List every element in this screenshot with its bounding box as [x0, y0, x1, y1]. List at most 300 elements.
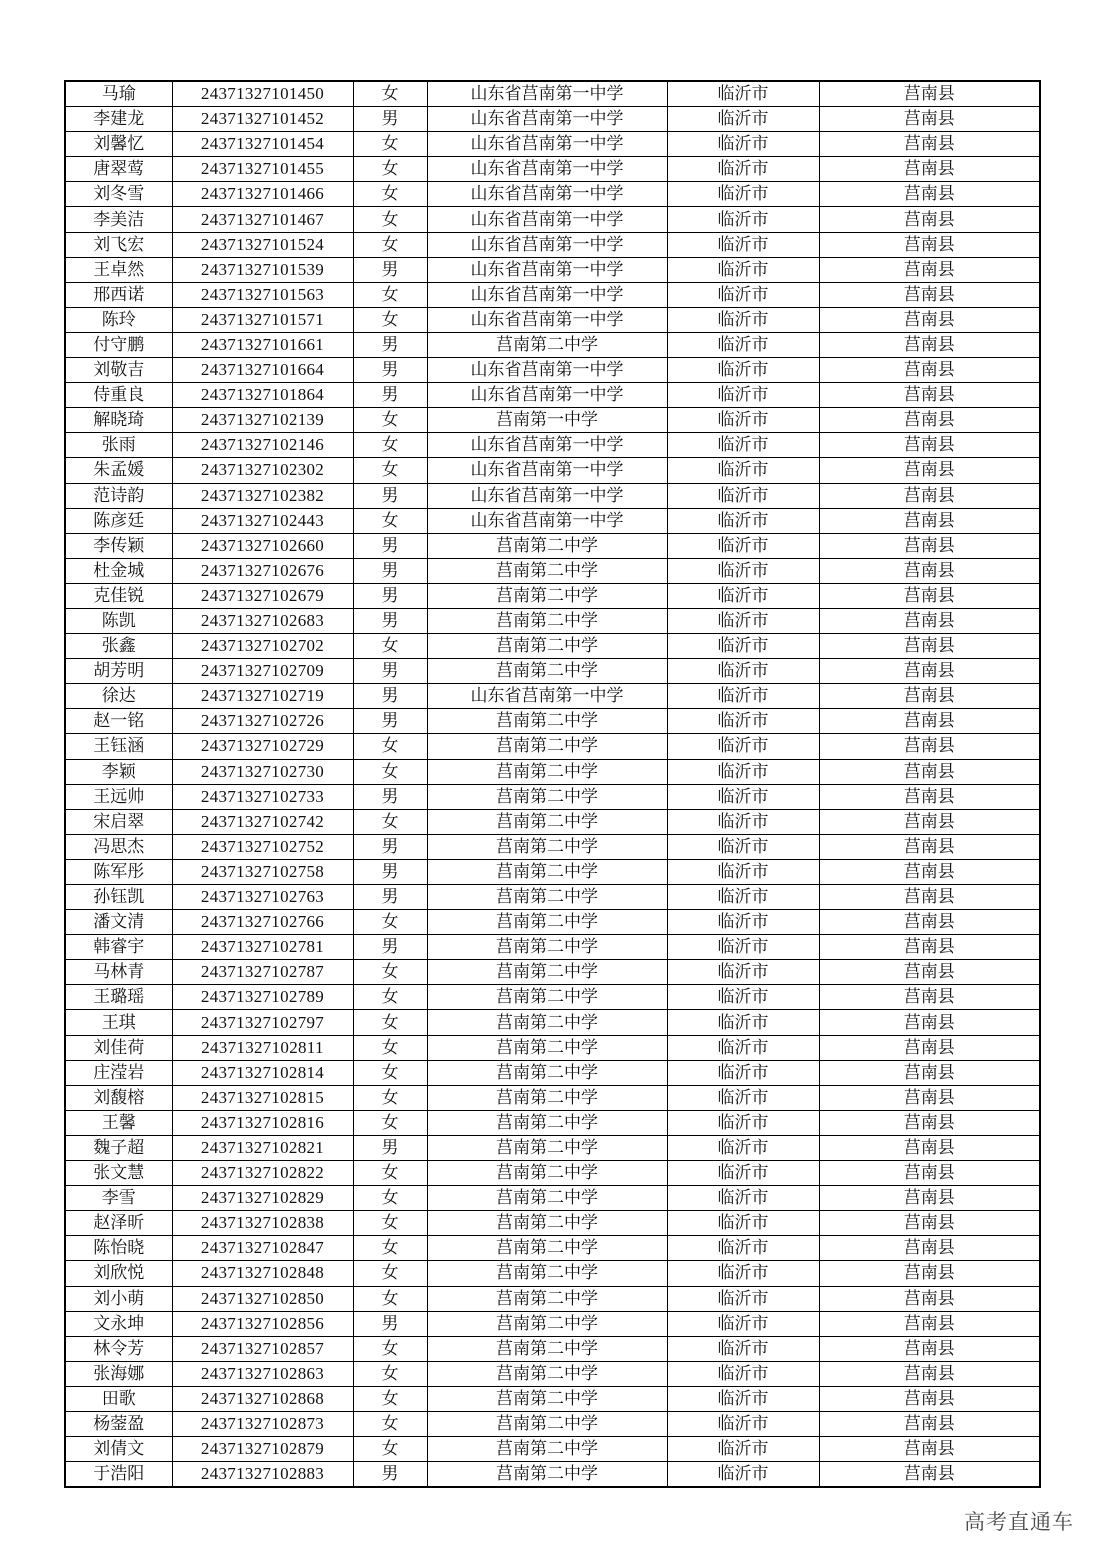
- table-row: [65, 1261, 1040, 1286]
- county-cell: 莒南县: [819, 1462, 1040, 1488]
- school-name-cell: 莒南第二中学: [427, 533, 667, 558]
- gender-cell: 男: [353, 834, 427, 859]
- student-name-cell: 陈彦廷: [65, 508, 172, 533]
- city-cell: 临沂市: [667, 659, 819, 684]
- exam-number-cell: 24371327102742: [172, 809, 353, 834]
- county-cell: 莒南县: [819, 1286, 1040, 1311]
- county-cell: 莒南县: [819, 684, 1040, 709]
- school-name-cell: 山东省莒南第一中学: [427, 358, 667, 383]
- city-cell: 临沂市: [667, 182, 819, 207]
- table-row: [65, 734, 1040, 759]
- student-name-cell: 冯思杰: [65, 834, 172, 859]
- city-cell: 临沂市: [667, 1437, 819, 1462]
- table-row: [65, 1110, 1040, 1135]
- city-cell: 临沂市: [667, 859, 819, 884]
- county-cell: 莒南县: [819, 709, 1040, 734]
- exam-number-cell: 24371327102815: [172, 1085, 353, 1110]
- school-name-cell: 莒南第二中学: [427, 634, 667, 659]
- gender-cell: 男: [353, 608, 427, 633]
- exam-number-cell: 24371327102873: [172, 1411, 353, 1436]
- table-row: [65, 809, 1040, 834]
- county-cell: 莒南县: [819, 1211, 1040, 1236]
- city-cell: 临沂市: [667, 1462, 819, 1488]
- school-name-cell: 莒南第二中学: [427, 1010, 667, 1035]
- county-cell: 莒南县: [819, 935, 1040, 960]
- county-cell: 莒南县: [819, 960, 1040, 985]
- exam-number-cell: 24371327102719: [172, 684, 353, 709]
- city-cell: 临沂市: [667, 709, 819, 734]
- city-cell: 临沂市: [667, 1361, 819, 1386]
- student-name-cell: 庄滢岩: [65, 1060, 172, 1085]
- table-row: [65, 759, 1040, 784]
- school-name-cell: 山东省莒南第一中学: [427, 684, 667, 709]
- exam-number-cell: 24371327102733: [172, 784, 353, 809]
- city-cell: 临沂市: [667, 1186, 819, 1211]
- exam-number-cell: 24371327101864: [172, 383, 353, 408]
- table-row: [65, 358, 1040, 383]
- county-cell: 莒南县: [819, 132, 1040, 157]
- student-name-cell: 潘文清: [65, 910, 172, 935]
- table-row: [65, 232, 1040, 257]
- student-name-cell: 邢西诺: [65, 282, 172, 307]
- county-cell: 莒南县: [819, 985, 1040, 1010]
- school-name-cell: 莒南第二中学: [427, 1110, 667, 1135]
- table-row: [65, 408, 1040, 433]
- exam-number-cell: 24371327102850: [172, 1286, 353, 1311]
- school-name-cell: 莒南第二中学: [427, 1211, 667, 1236]
- student-name-cell: 陈军彤: [65, 859, 172, 884]
- county-cell: 莒南县: [819, 1236, 1040, 1261]
- student-name-cell: 刘小萌: [65, 1286, 172, 1311]
- school-name-cell: 莒南第二中学: [427, 834, 667, 859]
- school-name-cell: 莒南第二中学: [427, 1437, 667, 1462]
- exam-number-cell: 24371327102811: [172, 1035, 353, 1060]
- student-name-cell: 刘飞宏: [65, 232, 172, 257]
- school-name-cell: 莒南第二中学: [427, 759, 667, 784]
- school-name-cell: 山东省莒南第一中学: [427, 132, 667, 157]
- city-cell: 临沂市: [667, 1386, 819, 1411]
- gender-cell: 女: [353, 232, 427, 257]
- school-name-cell: 莒南第二中学: [427, 1336, 667, 1361]
- table-row: [65, 960, 1040, 985]
- county-cell: 莒南县: [819, 458, 1040, 483]
- gender-cell: 女: [353, 307, 427, 332]
- gender-cell: 男: [353, 358, 427, 383]
- gender-cell: 女: [353, 1060, 427, 1085]
- school-name-cell: 莒南第二中学: [427, 935, 667, 960]
- county-cell: 莒南县: [819, 583, 1040, 608]
- school-name-cell: 山东省莒南第一中学: [427, 433, 667, 458]
- gender-cell: 女: [353, 1437, 427, 1462]
- city-cell: 临沂市: [667, 307, 819, 332]
- county-cell: 莒南县: [819, 257, 1040, 282]
- gender-cell: 女: [353, 1361, 427, 1386]
- table-row: [65, 533, 1040, 558]
- student-name-cell: 刘馨忆: [65, 132, 172, 157]
- city-cell: 临沂市: [667, 985, 819, 1010]
- city-cell: 临沂市: [667, 1161, 819, 1186]
- student-name-cell: 李建龙: [65, 107, 172, 132]
- school-name-cell: 山东省莒南第一中学: [427, 282, 667, 307]
- city-cell: 临沂市: [667, 332, 819, 357]
- table-row: [65, 634, 1040, 659]
- school-name-cell: 莒南第二中学: [427, 558, 667, 583]
- school-name-cell: 莒南第二中学: [427, 1361, 667, 1386]
- table-row: [65, 985, 1040, 1010]
- city-cell: 临沂市: [667, 834, 819, 859]
- city-cell: 临沂市: [667, 1236, 819, 1261]
- city-cell: 临沂市: [667, 1261, 819, 1286]
- student-name-cell: 刘欣悦: [65, 1261, 172, 1286]
- table-row: [65, 107, 1040, 132]
- school-name-cell: 山东省莒南第一中学: [427, 207, 667, 232]
- school-name-cell: 山东省莒南第一中学: [427, 107, 667, 132]
- city-cell: 临沂市: [667, 433, 819, 458]
- county-cell: 莒南县: [819, 608, 1040, 633]
- gender-cell: 男: [353, 107, 427, 132]
- city-cell: 临沂市: [667, 533, 819, 558]
- school-name-cell: 莒南第二中学: [427, 1311, 667, 1336]
- table-row: [65, 433, 1040, 458]
- gender-cell: 女: [353, 207, 427, 232]
- exam-number-cell: 24371327101664: [172, 358, 353, 383]
- table-row: [65, 1462, 1040, 1488]
- gender-cell: 女: [353, 1211, 427, 1236]
- county-cell: 莒南县: [819, 1437, 1040, 1462]
- gender-cell: 女: [353, 157, 427, 182]
- gender-cell: 男: [353, 684, 427, 709]
- county-cell: 莒南县: [819, 558, 1040, 583]
- table-row: [65, 684, 1040, 709]
- school-name-cell: 莒南第二中学: [427, 1411, 667, 1436]
- exam-number-cell: 24371327101452: [172, 107, 353, 132]
- gender-cell: 女: [353, 282, 427, 307]
- student-name-cell: 付守鹏: [65, 332, 172, 357]
- exam-number-cell: 24371327102857: [172, 1336, 353, 1361]
- city-cell: 临沂市: [667, 784, 819, 809]
- gender-cell: 女: [353, 508, 427, 533]
- student-name-cell: 李传颖: [65, 533, 172, 558]
- county-cell: 莒南县: [819, 634, 1040, 659]
- county-cell: 莒南县: [819, 834, 1040, 859]
- gender-cell: 女: [353, 132, 427, 157]
- gender-cell: 女: [353, 985, 427, 1010]
- table-row: [65, 1085, 1040, 1110]
- county-cell: 莒南县: [819, 1336, 1040, 1361]
- student-name-cell: 宋启翠: [65, 809, 172, 834]
- city-cell: 临沂市: [667, 132, 819, 157]
- table-row: [65, 182, 1040, 207]
- exam-number-cell: 24371327101466: [172, 182, 353, 207]
- exam-number-cell: 24371327102781: [172, 935, 353, 960]
- city-cell: 临沂市: [667, 107, 819, 132]
- exam-number-cell: 24371327102302: [172, 458, 353, 483]
- county-cell: 莒南县: [819, 1411, 1040, 1436]
- exam-number-cell: 24371327102758: [172, 859, 353, 884]
- table-row: [65, 483, 1040, 508]
- student-name-cell: 张海娜: [65, 1361, 172, 1386]
- student-name-cell: 陈玲: [65, 307, 172, 332]
- student-name-cell: 克佳锐: [65, 583, 172, 608]
- gender-cell: 女: [353, 458, 427, 483]
- school-name-cell: 莒南第二中学: [427, 332, 667, 357]
- student-name-cell: 王远帅: [65, 784, 172, 809]
- exam-number-cell: 24371327101455: [172, 157, 353, 182]
- school-name-cell: 莒南第二中学: [427, 1035, 667, 1060]
- city-cell: 临沂市: [667, 558, 819, 583]
- exam-number-cell: 24371327102883: [172, 1462, 353, 1488]
- exam-number-cell: 24371327102787: [172, 960, 353, 985]
- table-row: [65, 1161, 1040, 1186]
- table-row: [65, 1035, 1040, 1060]
- city-cell: 临沂市: [667, 608, 819, 633]
- table-row: [65, 458, 1040, 483]
- exam-number-cell: 24371327101571: [172, 307, 353, 332]
- table-row: [65, 558, 1040, 583]
- student-name-cell: 王馨: [65, 1110, 172, 1135]
- city-cell: 临沂市: [667, 1336, 819, 1361]
- county-cell: 莒南县: [819, 483, 1040, 508]
- table-row: [65, 1135, 1040, 1160]
- gender-cell: 男: [353, 859, 427, 884]
- table-row: [65, 81, 1040, 107]
- school-name-cell: 莒南第二中学: [427, 784, 667, 809]
- gender-cell: 男: [353, 659, 427, 684]
- county-cell: 莒南县: [819, 232, 1040, 257]
- exam-number-cell: 24371327102822: [172, 1161, 353, 1186]
- table-row: [65, 885, 1040, 910]
- table-row: [65, 1286, 1040, 1311]
- county-cell: 莒南县: [819, 107, 1040, 132]
- table-row: [65, 1236, 1040, 1261]
- county-cell: 莒南县: [819, 1386, 1040, 1411]
- gender-cell: 女: [353, 1010, 427, 1035]
- city-cell: 临沂市: [667, 458, 819, 483]
- city-cell: 临沂市: [667, 1010, 819, 1035]
- city-cell: 临沂市: [667, 157, 819, 182]
- student-name-cell: 王钰涵: [65, 734, 172, 759]
- school-name-cell: 莒南第二中学: [427, 1236, 667, 1261]
- city-cell: 临沂市: [667, 232, 819, 257]
- exam-number-cell: 24371327102676: [172, 558, 353, 583]
- exam-number-cell: 24371327102146: [172, 433, 353, 458]
- school-name-cell: 莒南第二中学: [427, 734, 667, 759]
- exam-number-cell: 24371327102797: [172, 1010, 353, 1035]
- exam-number-cell: 24371327102752: [172, 834, 353, 859]
- school-name-cell: 莒南第二中学: [427, 859, 667, 884]
- student-name-cell: 王琪: [65, 1010, 172, 1035]
- county-cell: 莒南县: [819, 358, 1040, 383]
- city-cell: 临沂市: [667, 1311, 819, 1336]
- school-name-cell: 莒南第二中学: [427, 1161, 667, 1186]
- city-cell: 临沂市: [667, 734, 819, 759]
- table-row: [65, 157, 1040, 182]
- school-name-cell: 莒南第一中学: [427, 408, 667, 433]
- school-name-cell: 莒南第二中学: [427, 1386, 667, 1411]
- county-cell: 莒南县: [819, 332, 1040, 357]
- city-cell: 临沂市: [667, 935, 819, 960]
- gender-cell: 男: [353, 332, 427, 357]
- student-name-cell: 陈凯: [65, 608, 172, 633]
- student-name-cell: 陈怡晓: [65, 1236, 172, 1261]
- city-cell: 临沂市: [667, 1286, 819, 1311]
- county-cell: 莒南县: [819, 859, 1040, 884]
- student-name-cell: 侍重良: [65, 383, 172, 408]
- table-row: [65, 132, 1040, 157]
- gender-cell: 女: [353, 408, 427, 433]
- table-row: [65, 659, 1040, 684]
- county-cell: 莒南县: [819, 784, 1040, 809]
- exam-number-cell: 24371327102838: [172, 1211, 353, 1236]
- gender-cell: 男: [353, 1311, 427, 1336]
- student-name-cell: 李美洁: [65, 207, 172, 232]
- student-name-cell: 赵泽昕: [65, 1211, 172, 1236]
- gender-cell: 女: [353, 634, 427, 659]
- exam-number-cell: 24371327102660: [172, 533, 353, 558]
- gender-cell: 男: [353, 533, 427, 558]
- county-cell: 莒南县: [819, 1085, 1040, 1110]
- gender-cell: 男: [353, 1462, 427, 1488]
- city-cell: 临沂市: [667, 634, 819, 659]
- student-name-cell: 刘敬吉: [65, 358, 172, 383]
- county-cell: 莒南县: [819, 910, 1040, 935]
- school-name-cell: 山东省莒南第一中学: [427, 157, 667, 182]
- student-name-cell: 文永坤: [65, 1311, 172, 1336]
- county-cell: 莒南县: [819, 207, 1040, 232]
- table-row: [65, 282, 1040, 307]
- school-name-cell: 山东省莒南第一中学: [427, 307, 667, 332]
- student-name-cell: 解晓琦: [65, 408, 172, 433]
- student-name-cell: 张雨: [65, 433, 172, 458]
- student-name-cell: 王卓然: [65, 257, 172, 282]
- city-cell: 临沂市: [667, 885, 819, 910]
- exam-number-cell: 24371327102729: [172, 734, 353, 759]
- table-row: [65, 1336, 1040, 1361]
- county-cell: 莒南县: [819, 1161, 1040, 1186]
- gender-cell: 男: [353, 1135, 427, 1160]
- city-cell: 临沂市: [667, 960, 819, 985]
- exam-number-cell: 24371327101450: [172, 81, 353, 107]
- table-row: [65, 1060, 1040, 1085]
- county-cell: 莒南县: [819, 1110, 1040, 1135]
- student-name-cell: 胡芳明: [65, 659, 172, 684]
- table-row: [65, 332, 1040, 357]
- table-row: [65, 207, 1040, 232]
- table-row: [65, 935, 1040, 960]
- student-name-cell: 马林青: [65, 960, 172, 985]
- county-cell: 莒南县: [819, 1035, 1040, 1060]
- student-name-cell: 刘冬雪: [65, 182, 172, 207]
- city-cell: 临沂市: [667, 1411, 819, 1436]
- exam-number-cell: 24371327102816: [172, 1110, 353, 1135]
- table-row: [65, 859, 1040, 884]
- student-name-cell: 于浩阳: [65, 1462, 172, 1488]
- table-row: [65, 910, 1040, 935]
- student-name-cell: 刘倩文: [65, 1437, 172, 1462]
- county-cell: 莒南县: [819, 809, 1040, 834]
- school-name-cell: 莒南第二中学: [427, 1462, 667, 1488]
- county-cell: 莒南县: [819, 1060, 1040, 1085]
- school-name-cell: 莒南第二中学: [427, 1261, 667, 1286]
- student-roster-table: [64, 80, 1041, 1488]
- gender-cell: 女: [353, 1085, 427, 1110]
- city-cell: 临沂市: [667, 207, 819, 232]
- roster-body: [65, 81, 1040, 1487]
- gender-cell: 女: [353, 1161, 427, 1186]
- gender-cell: 女: [353, 1236, 427, 1261]
- city-cell: 临沂市: [667, 1085, 819, 1110]
- table-row: [65, 1186, 1040, 1211]
- exam-number-cell: 24371327102847: [172, 1236, 353, 1261]
- city-cell: 临沂市: [667, 1211, 819, 1236]
- gender-cell: 男: [353, 784, 427, 809]
- gender-cell: 女: [353, 809, 427, 834]
- gender-cell: 男: [353, 709, 427, 734]
- school-name-cell: 山东省莒南第一中学: [427, 458, 667, 483]
- exam-number-cell: 24371327101563: [172, 282, 353, 307]
- student-name-cell: 范诗韵: [65, 483, 172, 508]
- student-name-cell: 杨蓥盈: [65, 1411, 172, 1436]
- table-row: [65, 1437, 1040, 1462]
- gender-cell: 女: [353, 960, 427, 985]
- table-row: [65, 834, 1040, 859]
- student-name-cell: 李雪: [65, 1186, 172, 1211]
- exam-number-cell: 24371327102848: [172, 1261, 353, 1286]
- exam-number-cell: 24371327102868: [172, 1386, 353, 1411]
- table-row: [65, 709, 1040, 734]
- county-cell: 莒南县: [819, 433, 1040, 458]
- school-name-cell: 莒南第二中学: [427, 910, 667, 935]
- school-name-cell: 莒南第二中学: [427, 583, 667, 608]
- city-cell: 临沂市: [667, 910, 819, 935]
- gender-cell: 女: [353, 1386, 427, 1411]
- gender-cell: 女: [353, 910, 427, 935]
- student-name-cell: 李颖: [65, 759, 172, 784]
- county-cell: 莒南县: [819, 1010, 1040, 1035]
- table-row: [65, 583, 1040, 608]
- exam-number-cell: 24371327101524: [172, 232, 353, 257]
- county-cell: 莒南县: [819, 734, 1040, 759]
- table-row: [65, 608, 1040, 633]
- gender-cell: 女: [353, 734, 427, 759]
- school-name-cell: 山东省莒南第一中学: [427, 81, 667, 107]
- school-name-cell: 山东省莒南第一中学: [427, 383, 667, 408]
- school-name-cell: 莒南第二中学: [427, 1085, 667, 1110]
- gender-cell: 女: [353, 1286, 427, 1311]
- exam-number-cell: 24371327101454: [172, 132, 353, 157]
- county-cell: 莒南县: [819, 383, 1040, 408]
- exam-number-cell: 24371327102730: [172, 759, 353, 784]
- gender-cell: 女: [353, 1035, 427, 1060]
- student-name-cell: 孙钰凯: [65, 885, 172, 910]
- exam-number-cell: 24371327102709: [172, 659, 353, 684]
- student-name-cell: 魏子超: [65, 1135, 172, 1160]
- exam-number-cell: 24371327101661: [172, 332, 353, 357]
- exam-number-cell: 24371327102814: [172, 1060, 353, 1085]
- city-cell: 临沂市: [667, 257, 819, 282]
- exam-number-cell: 24371327102683: [172, 608, 353, 633]
- school-name-cell: 莒南第二中学: [427, 885, 667, 910]
- gender-cell: 女: [353, 81, 427, 107]
- school-name-cell: 莒南第二中学: [427, 809, 667, 834]
- exam-number-cell: 24371327102856: [172, 1311, 353, 1336]
- county-cell: 莒南县: [819, 408, 1040, 433]
- county-cell: 莒南县: [819, 307, 1040, 332]
- school-name-cell: 山东省莒南第一中学: [427, 508, 667, 533]
- county-cell: 莒南县: [819, 182, 1040, 207]
- student-name-cell: 刘佳荷: [65, 1035, 172, 1060]
- city-cell: 临沂市: [667, 282, 819, 307]
